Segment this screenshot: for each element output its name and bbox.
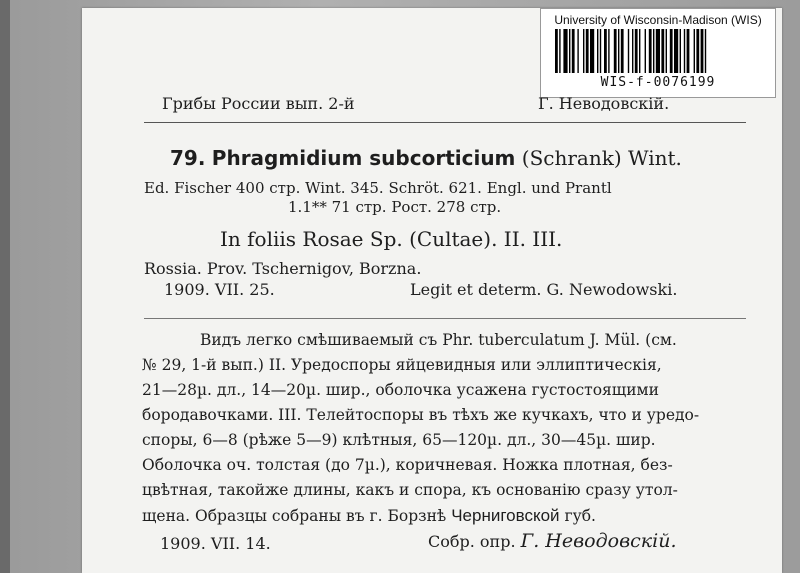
species-author: (Schrank) Wint. xyxy=(521,146,682,170)
barcode-bar xyxy=(696,29,699,73)
barcode-bar xyxy=(639,29,640,73)
description-text: губ. xyxy=(564,507,596,525)
barcode-bar xyxy=(583,29,584,73)
barcode-bar xyxy=(656,29,660,73)
barcode-bar xyxy=(628,29,629,73)
header-divider xyxy=(144,122,746,123)
barcode-bar xyxy=(563,29,567,73)
specimen-number: 79. xyxy=(170,146,206,170)
literature-references-2: 1.1** 71 стр. Рост. 278 стр. xyxy=(288,198,502,216)
barcode-bar xyxy=(645,29,646,73)
literature-references-1: Ed. Fischer 400 стр. Wint. 345. Schröt. 621. Engl. und Prantl xyxy=(144,179,612,197)
barcode-bar xyxy=(597,29,598,73)
series-editor: Г. Неводовскій. xyxy=(538,94,670,113)
barcode-bar xyxy=(649,29,652,73)
description-line: споры, 6—8 (рѣже 5—9) клѣтныя, 65—120µ. дл., 30—45µ. шир. xyxy=(142,431,656,449)
barcode-bar xyxy=(555,29,558,73)
barcode-bar xyxy=(614,29,617,73)
barcode-bar xyxy=(559,29,560,73)
barcode-bar xyxy=(670,29,673,73)
barcode-bar xyxy=(635,29,638,73)
description-line: № 29, 1-й вып.) II. Уредоспоры яйцевидныя или эллиптическія, xyxy=(142,356,662,374)
barcode-bar xyxy=(684,29,685,73)
description-line-last xyxy=(142,506,596,526)
barcode-bar xyxy=(694,29,695,73)
description-text: щена. Образцы собраны въ г. Борзнѣ xyxy=(142,507,447,525)
specimen-label xyxy=(82,8,782,573)
description-line: Оболочка оч. толстая (до 7µ.), коричневая. Ножка плотная, без- xyxy=(142,456,673,474)
description-line: бородавочками. III. Телейтоспоры въ тѣхъ же кучкахъ, что и уредо- xyxy=(142,406,700,424)
barcode-number: WIS-f-0076199 xyxy=(600,75,716,90)
barcode-bar xyxy=(621,29,624,73)
barcode-bar xyxy=(590,29,594,73)
barcode-bar xyxy=(577,29,578,73)
barcode-bar xyxy=(604,29,607,73)
collected-label: Собр. опр. xyxy=(428,532,516,551)
barcode-bar xyxy=(618,29,619,73)
barcode-bar xyxy=(680,29,681,73)
description-divider xyxy=(144,318,746,319)
species-name: Phragmidium subcorticium xyxy=(211,146,516,170)
barcode-bar xyxy=(705,29,706,73)
barcode-label xyxy=(540,8,776,98)
footer-collector xyxy=(428,530,677,552)
species-title xyxy=(170,146,682,170)
description-line: Видъ легко смѣшиваемый съ Phr. tuberculatum J. Mül. (см. xyxy=(200,331,677,349)
host-substrate: In foliis Rosae Sp. (Cultae). II. III. xyxy=(220,227,563,251)
handwritten-region: Черниговской xyxy=(451,506,560,525)
barcode-bar xyxy=(687,29,690,73)
barcode-bar xyxy=(632,29,633,73)
barcode-bar xyxy=(569,29,570,73)
barcode-bar xyxy=(674,29,678,73)
collection-locality: Rossia. Prov. Tschernigov, Borzna. xyxy=(144,259,422,278)
barcode-bar xyxy=(600,29,601,73)
barcode-bar xyxy=(608,29,609,73)
barcode-bar xyxy=(653,29,654,73)
footer-date: 1909. VII. 14. xyxy=(160,534,271,553)
description-line: цвѣтная, такойже длины, какъ и спора, къ основанію сразу утол- xyxy=(142,481,678,499)
barcode-bar xyxy=(661,29,664,73)
series-title: Грибы России вып. 2-й xyxy=(162,94,355,113)
barcode-graphic xyxy=(555,29,761,73)
barcode-bar xyxy=(701,29,704,73)
collector-signature: Г. Неводовскій. xyxy=(520,530,677,552)
collection-date: 1909. VII. 25. xyxy=(164,280,275,299)
barcode-bar xyxy=(666,29,667,73)
sheet-edge xyxy=(0,0,10,573)
barcode-bar xyxy=(572,29,575,73)
description-line: 21—28µ. дл., 14—20µ. шир., оболочка усажена густостоящими xyxy=(142,381,659,399)
barcode-institution: University of Wisconsin-Madison (WIS) xyxy=(554,13,762,27)
collector-determiner: Legit et determ. G. Newodowski. xyxy=(410,280,678,299)
barcode-bar xyxy=(586,29,589,73)
